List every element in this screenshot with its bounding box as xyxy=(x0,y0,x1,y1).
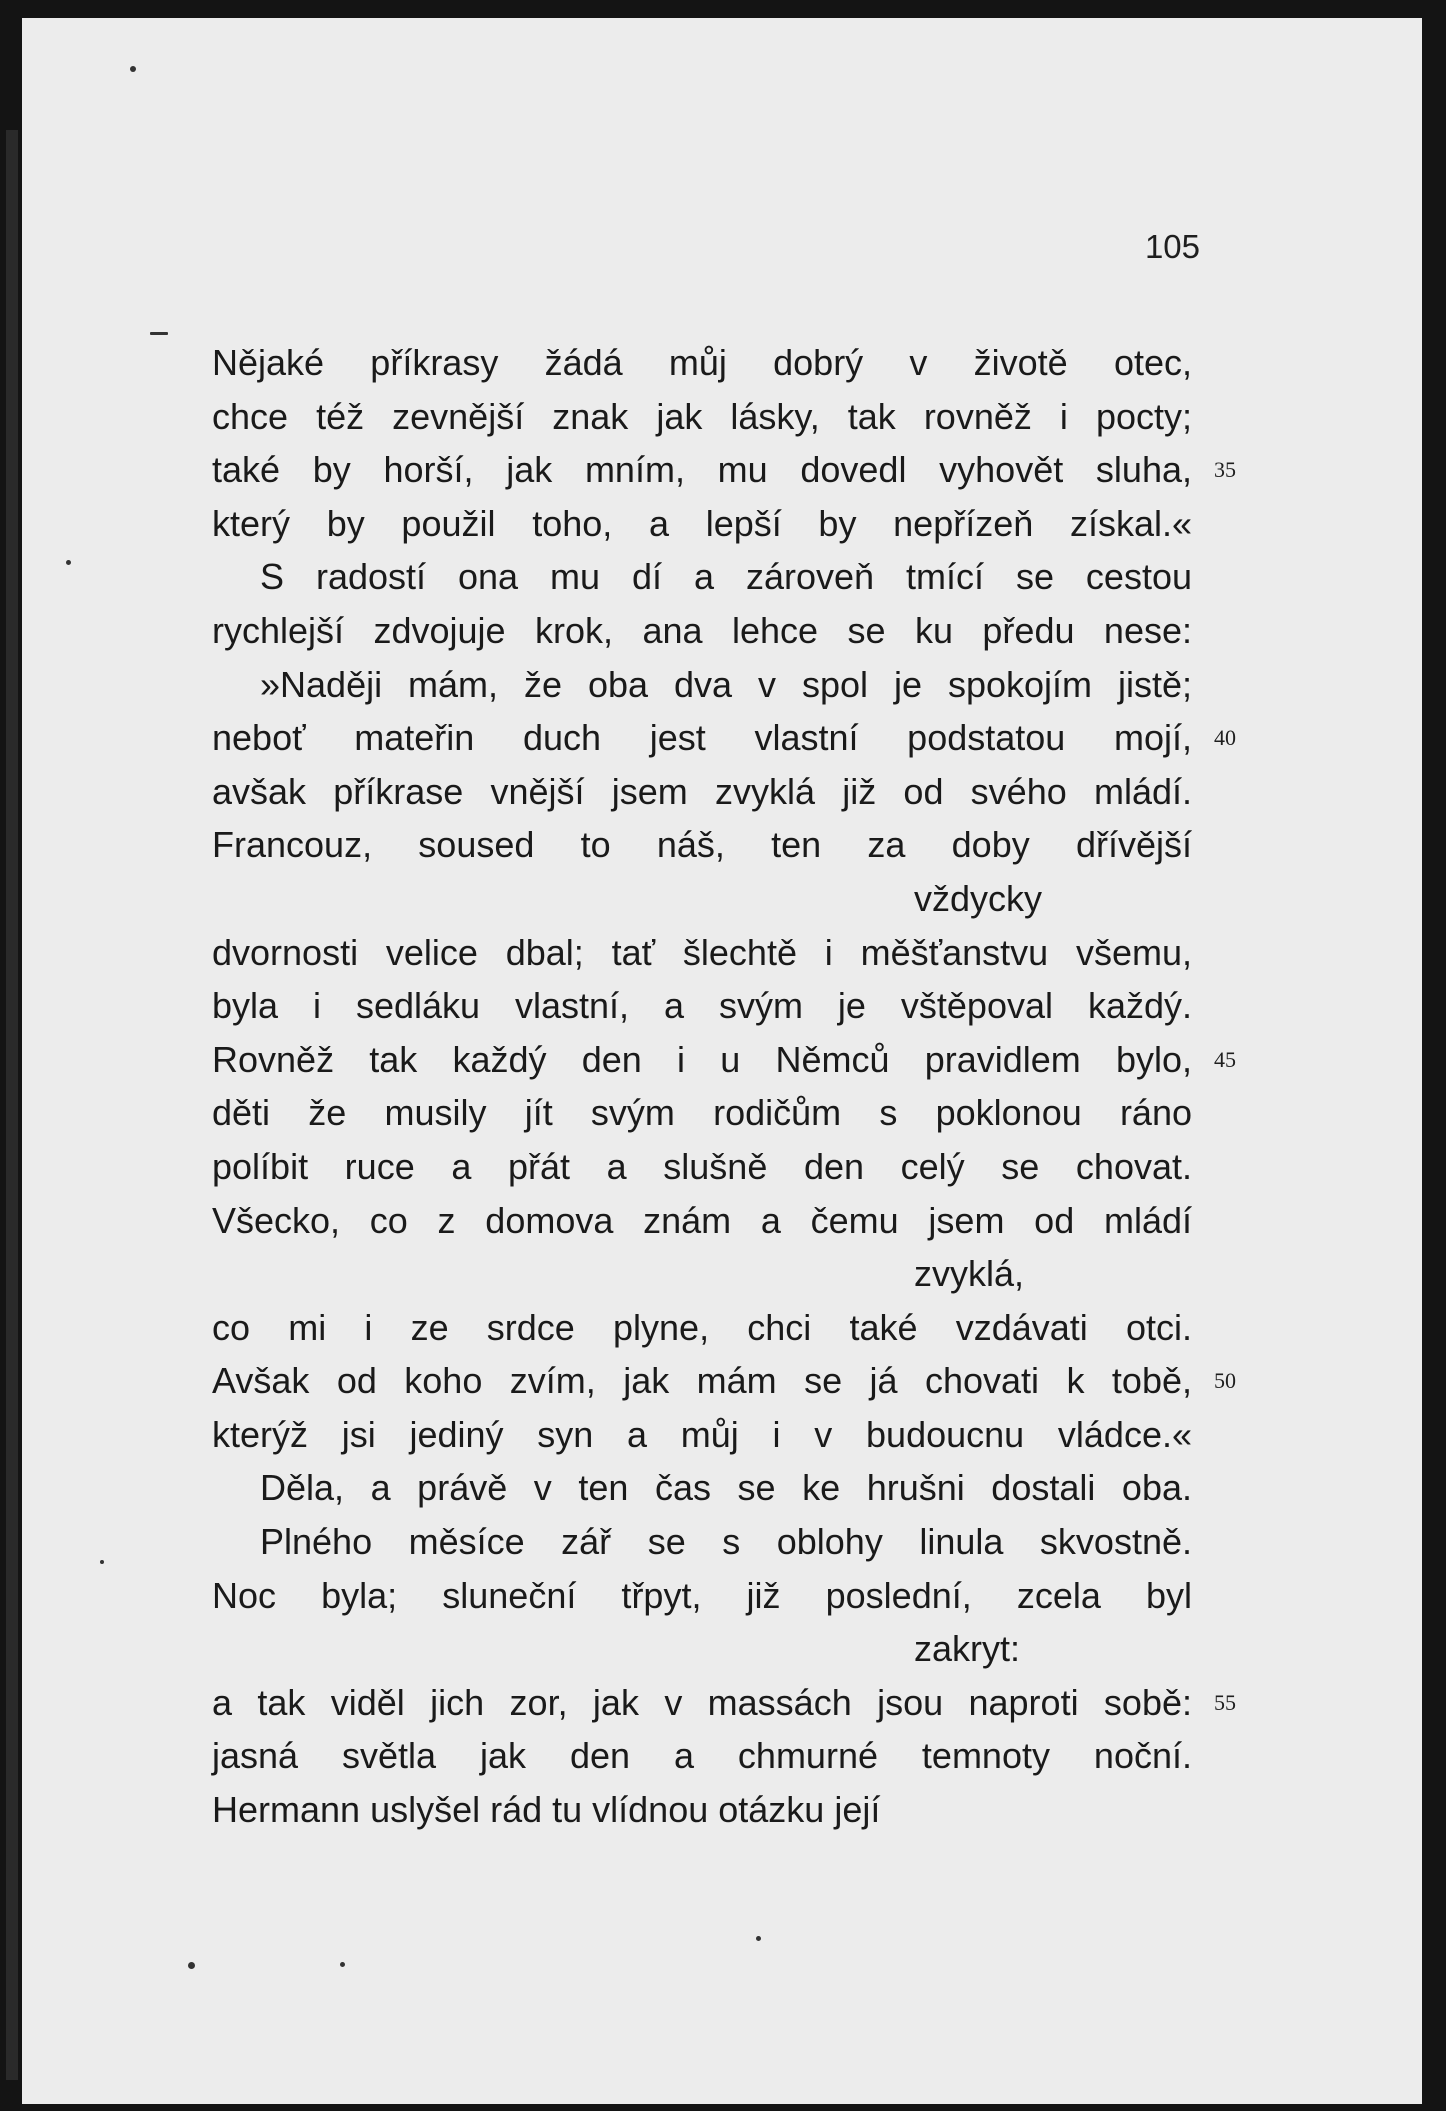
verse-line-text: který by použil toho, a lepší by nepřízeň získal.« xyxy=(212,502,1192,544)
scan-speck xyxy=(188,1962,195,1969)
verse-line xyxy=(212,390,1202,444)
verse-line-text: co mi i ze srdce plyne, chci také vzdávati otci. xyxy=(212,1306,1192,1348)
line-number: 55 xyxy=(1214,1689,1236,1715)
verse-line xyxy=(212,658,1202,712)
verse-line-text: Francouz, soused to náš, ten za doby dřívější xyxy=(212,824,1192,866)
scan-speck xyxy=(756,1936,761,1941)
verse-line-text: Rovněž tak každý den i u Němců pravidlem bylo, xyxy=(212,1038,1192,1080)
verse-line-text: Plného měsíce zář se s oblohy linula skvostně. xyxy=(260,1521,1192,1563)
verse-line xyxy=(212,604,1202,658)
verse-line-text: kterýž jsi jediný syn a můj i v budoucnu vládce.« xyxy=(212,1413,1192,1455)
scan-speck xyxy=(340,1962,345,1967)
verse-line-text: Avšak od koho zvím, jak mám se já chovati k tobě, xyxy=(212,1360,1192,1402)
verse-line-text: Noc byla; sluneční třpyt, již poslední, zcela byl xyxy=(212,1574,1192,1616)
verse-line xyxy=(212,550,1202,604)
verse-line-text: »Naději mám, že oba dva v spol je spokojím jistě; xyxy=(260,663,1192,705)
verse-line-text: zakryt: xyxy=(914,1628,1021,1670)
line-number: 50 xyxy=(1214,1368,1236,1394)
verse-line xyxy=(212,1301,1202,1355)
verse-line xyxy=(212,1247,1202,1301)
verse-line-text: políbit ruce a přát a slušně den celý se chovat. xyxy=(212,1145,1192,1187)
line-number: 45 xyxy=(1214,1046,1236,1072)
verse-line xyxy=(212,818,1202,872)
verse-line xyxy=(212,872,1202,926)
poem-text xyxy=(212,336,1236,1837)
verse-line-text: a tak viděl jich zor, jak v massách jsou naproti sobě: xyxy=(212,1681,1192,1723)
verse-line-text: neboť mateřin duch jest vlastní podstatou mojí, xyxy=(212,717,1192,759)
verse-line xyxy=(212,497,1202,551)
verse-line xyxy=(212,1354,1236,1408)
verse-line-text: zvyklá, xyxy=(914,1253,1025,1295)
verse-line-text: Hermann uslyšel rád tu vlídnou otázku její xyxy=(212,1789,881,1831)
verse-line xyxy=(212,1408,1202,1462)
verse-line-text: S radostí ona mu dí a zároveň tmící se cestou xyxy=(260,556,1192,598)
verse-line-text: vždycky xyxy=(914,877,1043,919)
verse-line xyxy=(212,765,1202,819)
verse-line-text: děti že musily jít svým rodičům s poklonou ráno xyxy=(212,1092,1192,1134)
line-number: 40 xyxy=(1214,725,1236,751)
verse-line-text: také by horší, jak mním, mu dovedl vyhovět sluha, xyxy=(212,449,1192,491)
verse-line xyxy=(212,443,1236,497)
verse-line xyxy=(212,1033,1236,1087)
verse-line xyxy=(212,336,1202,390)
verse-line xyxy=(212,1461,1202,1515)
verse-line-text: Děla, a právě v ten čas se ke hrušni dostali oba. xyxy=(260,1467,1192,1509)
verse-line xyxy=(212,1729,1202,1783)
verse-line-text: Všecko, co z domova znám a čemu jsem od mládí xyxy=(212,1199,1192,1241)
scan-speck xyxy=(66,560,71,565)
verse-line-text: avšak příkrase vnější jsem zvyklá již od svého mládí. xyxy=(212,770,1192,812)
verse-line-text: Nějaké příkrasy žádá můj dobrý v životě otec, xyxy=(212,342,1192,383)
verse-line-text: dvornosti velice dbal; tať šlechtě i měšťanstvu všemu, xyxy=(212,931,1192,973)
verse-line xyxy=(212,1515,1202,1569)
verse-line xyxy=(212,1140,1202,1194)
scan-speck xyxy=(100,1560,104,1564)
verse-line xyxy=(212,1194,1202,1248)
verse-line xyxy=(212,1622,1202,1676)
verse-line xyxy=(212,711,1236,765)
verse-line-text: jasná světla jak den a chmurné temnoty noční. xyxy=(212,1735,1192,1777)
verse-line xyxy=(212,1086,1202,1140)
verse-line-text: rychlejší zdvojuje krok, ana lehce se ku předu nese: xyxy=(212,609,1192,651)
binding-edge xyxy=(6,130,18,2080)
page-number: 105 xyxy=(1144,228,1200,265)
scan-speck xyxy=(150,332,168,335)
verse-line xyxy=(212,1783,1202,1837)
scan-speck xyxy=(130,66,136,72)
line-number: 35 xyxy=(1214,457,1236,483)
verse-line xyxy=(212,979,1202,1033)
verse-line-text: chce též zevnější znak jak lásky, tak rovněž i pocty; xyxy=(212,395,1192,437)
verse-line xyxy=(212,926,1202,980)
verse-line-text: byla i sedláku vlastní, a svým je vštěpoval každý. xyxy=(212,985,1192,1027)
verse-line xyxy=(212,1569,1202,1623)
verse-line xyxy=(212,1676,1236,1730)
